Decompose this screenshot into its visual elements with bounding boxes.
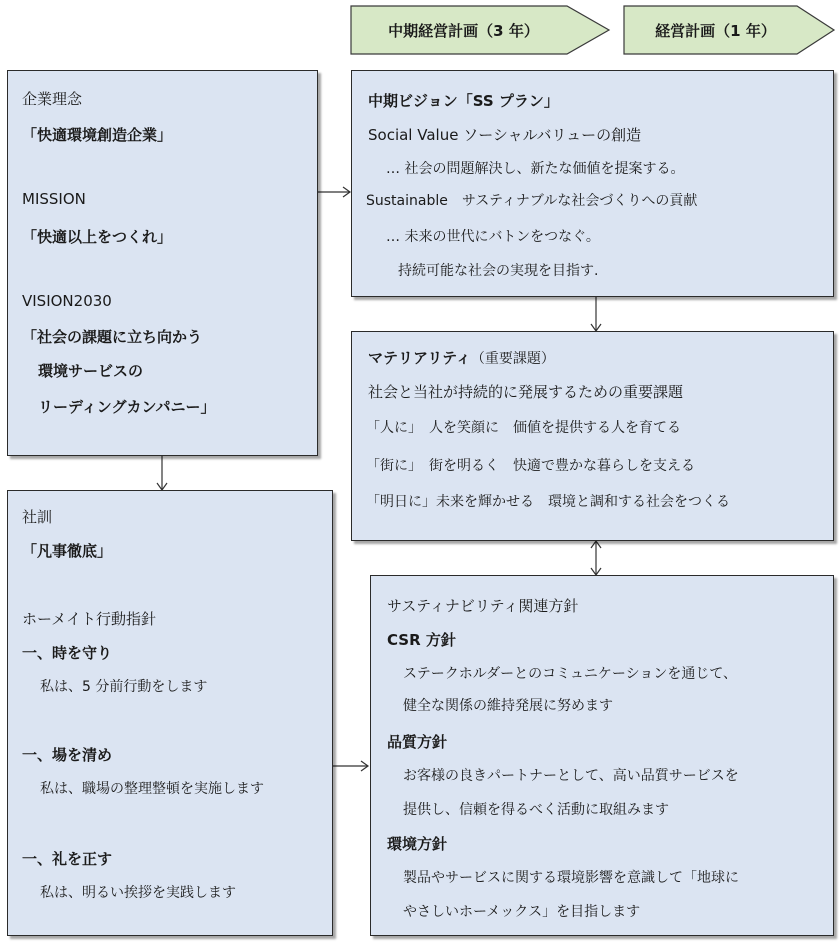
materiality-title xyxy=(368,348,555,369)
sustainable-desc-2: 持続可能な社会の実現を目指す. xyxy=(398,263,599,279)
materiality-box xyxy=(351,331,834,541)
sustainable-desc-1: … 未来の世代にバトンをつなぐ。 xyxy=(386,229,600,245)
guideline-title: ホーメイト行動指針 xyxy=(22,610,156,628)
sustainability-title: サスティナビリティ関連方針 xyxy=(387,597,579,615)
guideline-text-3: 私は、明るい挨拶を実践します xyxy=(40,885,236,901)
social-value-desc: … 社会の問題解決し、新たな価値を提案する。 xyxy=(386,161,685,177)
social-value-label: Social Value ソーシャルバリューの創造 xyxy=(368,126,642,144)
philosophy-title: 企業理念 xyxy=(22,90,83,108)
annual-plan-label: 経営計画（1 年） xyxy=(655,21,776,40)
materiality-subtitle: 社会と当社が持続的に発展するための重要課題 xyxy=(368,383,684,401)
materiality-row-town: 「街に」 街を明るく 快適で豊かな暮らしを支える xyxy=(366,458,695,474)
annual-plan-header xyxy=(624,6,807,54)
arrow-motto-to-sustainability xyxy=(333,761,368,771)
mission-value: 「快適以上をつくれ」 xyxy=(22,228,173,246)
quality-line-2: 提供し、信頼を得るべく活動に取組みます xyxy=(403,802,669,818)
mid-plan-header xyxy=(351,6,576,54)
arrow-vision-to-materiality xyxy=(591,297,601,331)
vision-plan-box xyxy=(351,70,834,297)
philosophy-box xyxy=(7,70,318,456)
quality-title: 品質方針 xyxy=(387,733,448,751)
csr-title: CSR 方針 xyxy=(387,631,456,649)
csr-line-1: ステークホルダーとのコミュニケーションを通じて、 xyxy=(403,666,738,682)
materiality-row-people: 「人に」 人を笑顔に 価値を提供する人を育てる xyxy=(366,420,681,436)
arrow-philosophy-to-motto xyxy=(157,456,167,490)
motto-value: 「凡事徹底」 xyxy=(22,542,113,560)
motto-title: 社訓 xyxy=(22,508,53,526)
vision-line-2: 環境サービスの xyxy=(38,362,144,380)
sustainability-box xyxy=(370,575,834,936)
motto-box xyxy=(7,490,333,936)
env-line-2: やさしいホーメックス」を目指します xyxy=(403,904,641,920)
csr-line-2: 健全な関係の維持発展に努めます xyxy=(403,698,613,714)
guideline-text-2: 私は、職場の整理整頓を実施します xyxy=(40,781,264,797)
quality-line-1: お客様の良きパートナーとして、高い品質サービスを xyxy=(403,768,739,784)
arrow-materiality-sustainability xyxy=(591,541,601,575)
guideline-head-1: 一、時を守り xyxy=(22,644,113,662)
vision-line-3: リーディングカンパニー」 xyxy=(38,398,216,416)
mid-plan-label: 中期経営計画（3 年） xyxy=(388,21,539,40)
vision-line-1: 「社会の課題に立ち向かう xyxy=(22,328,203,346)
mission-title: MISSION xyxy=(22,190,86,208)
vision-title: VISION2030 xyxy=(22,292,112,310)
env-line-1: 製品やサービスに関する環境影響を意識して「地球に xyxy=(403,870,739,886)
arrow-philosophy-to-vision xyxy=(318,187,350,197)
guideline-text-1: 私は、5 分前行動をします xyxy=(40,679,208,695)
materiality-title-main: マテリアリティ xyxy=(368,349,471,367)
guideline-head-2: 一、場を清め xyxy=(22,746,113,764)
guideline-head-3: 一、礼を正す xyxy=(22,850,113,868)
env-title: 環境方針 xyxy=(387,835,448,853)
materiality-title-sub: （重要課題） xyxy=(470,351,555,367)
sustainable-label: Sustainable サスティナブルな社会づくりへの貢献 xyxy=(366,193,698,209)
philosophy-value: 「快適環境創造企業」 xyxy=(22,126,173,144)
materiality-row-tomorrow: 「明日に」未来を輝かせる 環境と調和する社会をつくる xyxy=(366,494,730,510)
vision-plan-title: 中期ビジョン「SS プラン」 xyxy=(368,92,559,110)
